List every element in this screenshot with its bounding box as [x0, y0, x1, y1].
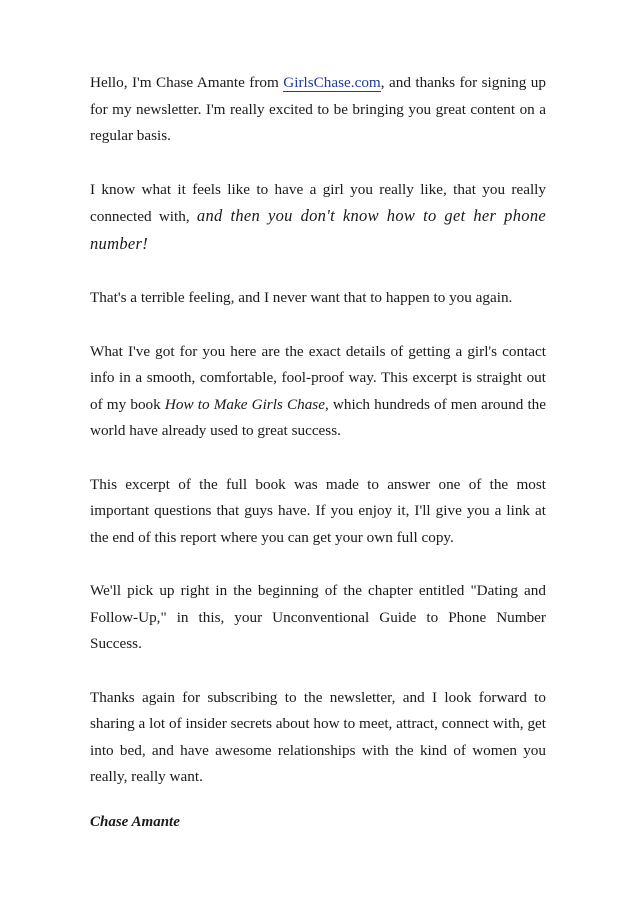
book-title: How to Make Girls Chase	[164, 395, 325, 413]
thanks-paragraph: Thanks again for subscribing to the newsletter, and I look forward to sharing a lot of insider secrets about how to meet, attract, connect with, get into bed, and have awesome relationships with the kind of women you really, really want.	[90, 688, 546, 785]
chapter-paragraph: We'll pick up right in the beginning of the chapter entitled "Dating and Follow-Up," in this, your Unconventional Guide to Phone Number Success.	[90, 582, 546, 652]
excerpt-text-end: , which hundreds of men around the world have already used to great success.	[90, 395, 546, 439]
feeling-paragraph	[90, 177, 546, 259]
intro-text-end: , and thanks for signing up for my newsletter. I'm really excited to be bringing you great content on a regular basis.	[90, 74, 546, 144]
girlschase-link[interactable]: GirlsChase.com	[283, 74, 381, 91]
intro-text-start: Hello, I'm Chase Amante from	[90, 74, 284, 91]
full-book-paragraph: This excerpt of the full book was made to answer one of the most important questions that guys have. If you enjoy it, I'll give you a link at the end of this report where you can get your own full copy.	[90, 475, 546, 546]
author-signature: Chase Amante	[90, 813, 180, 830]
excerpt-text-start: What I've got for you here are the exact details of getting a girl's contact info in a smooth, comfortable, fool-proof way. This excerpt is straight out of my book	[90, 342, 546, 413]
excerpt-paragraph	[90, 339, 546, 445]
letter-body	[90, 70, 546, 831]
intro-paragraph	[90, 70, 546, 150]
terrible-feeling-paragraph: That's a terrible feeling, and I never want that to happen to you again.	[90, 289, 513, 306]
feeling-text: I know what it feels like to have a girl you really like, that you really connected with,	[90, 180, 546, 225]
phone-number-emphasis: and then you don't know how to get her phone number!	[90, 206, 546, 253]
